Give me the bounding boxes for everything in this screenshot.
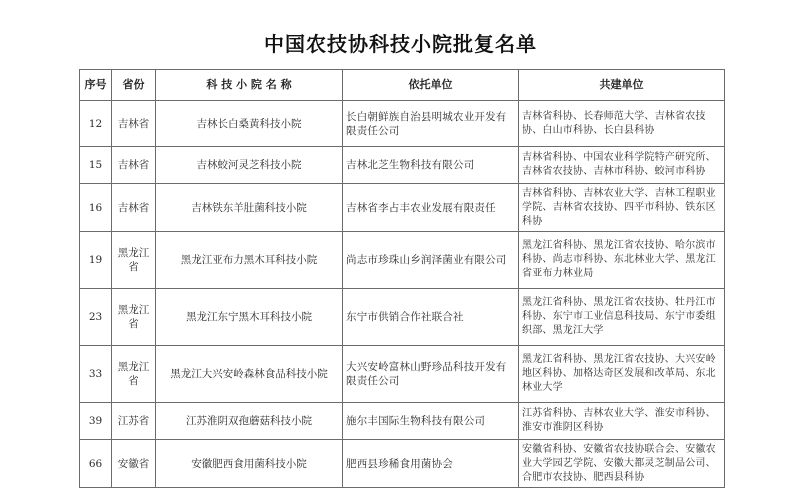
serial-number-cell: 66 — [80, 440, 112, 488]
host-unit-cell: 肥西县珍稀食用菌协会 — [343, 440, 519, 488]
province-cell: 安徽省 — [112, 440, 156, 488]
partner-units-cell: 黑龙江省科协、黑龙江省农技协、哈尔滨市科协、尚志市科协、东北林业大学、黑龙江省亚布力林业局 — [519, 232, 725, 289]
header-host-unit: 依托单位 — [343, 70, 519, 101]
province-cell: 吉林省 — [112, 147, 156, 184]
partner-units-cell: 吉林省科协、吉林农业大学、吉林工程职业学院、吉林省农技协、四平市科协、铁东区科协 — [519, 184, 725, 232]
courtyard-name-cell: 安徽肥西食用菌科技小院 — [156, 440, 343, 488]
province-cell: 吉林省 — [112, 184, 156, 232]
host-unit-cell: 尚志市珍珠山乡润泽菌业有限公司 — [343, 232, 519, 289]
page-title: 中国农技协科技小院批复名单 — [264, 32, 537, 56]
header-partner-units: 共建单位 — [519, 70, 725, 101]
host-unit-cell: 大兴安岭富林山野珍品科技开发有限责任公司 — [343, 346, 519, 403]
partner-units-cell: 黑龙江省科协、黑龙江省农技协、牡丹江市科协、东宁市工业信息科技局、东宁市委组织部、黑龙江大学 — [519, 289, 725, 346]
table-row — [80, 101, 725, 147]
header-serial-number: 序号 — [80, 70, 112, 101]
courtyard-name-cell: 吉林铁东羊肚菌科技小院 — [156, 184, 343, 232]
host-unit-cell: 东宁市供销合作社联合社 — [343, 289, 519, 346]
serial-number-cell: 16 — [80, 184, 112, 232]
courtyard-name-cell: 江苏淮阴双孢蘑菇科技小院 — [156, 403, 343, 440]
partner-units-cell: 吉林省科协、中国农业科学院特产研究所、吉林省农技协、吉林市科协、蛟河市科协 — [519, 147, 725, 184]
table-row — [80, 184, 725, 232]
table-row — [80, 440, 725, 488]
host-unit-cell: 施尔丰国际生物科技有限公司 — [343, 403, 519, 440]
table-row — [80, 403, 725, 440]
approval-list-table — [79, 69, 725, 488]
partner-units-cell: 安徽省科协、安徽省农技协联合会、安徽农业大学园艺学院、安徽大都灵芝制品公司、合肥市农技协、肥西县科协 — [519, 440, 725, 488]
table-row — [80, 289, 725, 346]
host-unit-cell: 吉林北芝生物科技有限公司 — [343, 147, 519, 184]
serial-number-cell: 39 — [80, 403, 112, 440]
courtyard-name-cell: 黑龙江亚布力黑木耳科技小院 — [156, 232, 343, 289]
table-row — [80, 232, 725, 289]
partner-units-cell: 黑龙江省科协、黑龙江省农技协、大兴安岭地区科协、加格达奇区发展和改革局、东北林业大学 — [519, 346, 725, 403]
province-cell: 黑龙江省 — [112, 232, 156, 289]
serial-number-cell: 33 — [80, 346, 112, 403]
serial-number-cell: 15 — [80, 147, 112, 184]
serial-number-cell: 19 — [80, 232, 112, 289]
partner-units-cell: 江苏省科协、吉林农业大学、淮安市科协、淮安市淮阴区科协 — [519, 403, 725, 440]
table-header-row — [80, 70, 725, 101]
host-unit-cell: 长白朝鲜族自治县明城农业开发有限责任公司 — [343, 101, 519, 147]
table-row — [80, 147, 725, 184]
partner-units-cell: 吉林省科协、长春师范大学、吉林省农技协、白山市科协、长白县科协 — [519, 101, 725, 147]
serial-number-cell: 12 — [80, 101, 112, 147]
province-cell: 黑龙江省 — [112, 346, 156, 403]
host-unit-cell: 吉林省李占丰农业发展有限责任 — [343, 184, 519, 232]
province-cell: 黑龙江省 — [112, 289, 156, 346]
courtyard-name-cell: 吉林蛟河灵芝科技小院 — [156, 147, 343, 184]
province-cell: 吉林省 — [112, 101, 156, 147]
table-row — [80, 346, 725, 403]
header-province: 省份 — [112, 70, 156, 101]
header-courtyard-name: 科 技 小 院 名 称 — [156, 70, 343, 101]
courtyard-name-cell: 黑龙江东宁黑木耳科技小院 — [156, 289, 343, 346]
province-cell: 江苏省 — [112, 403, 156, 440]
courtyard-name-cell: 吉林长白桑黄科技小院 — [156, 101, 343, 147]
courtyard-name-cell: 黑龙江大兴安岭森林食品科技小院 — [156, 346, 343, 403]
serial-number-cell: 23 — [80, 289, 112, 346]
